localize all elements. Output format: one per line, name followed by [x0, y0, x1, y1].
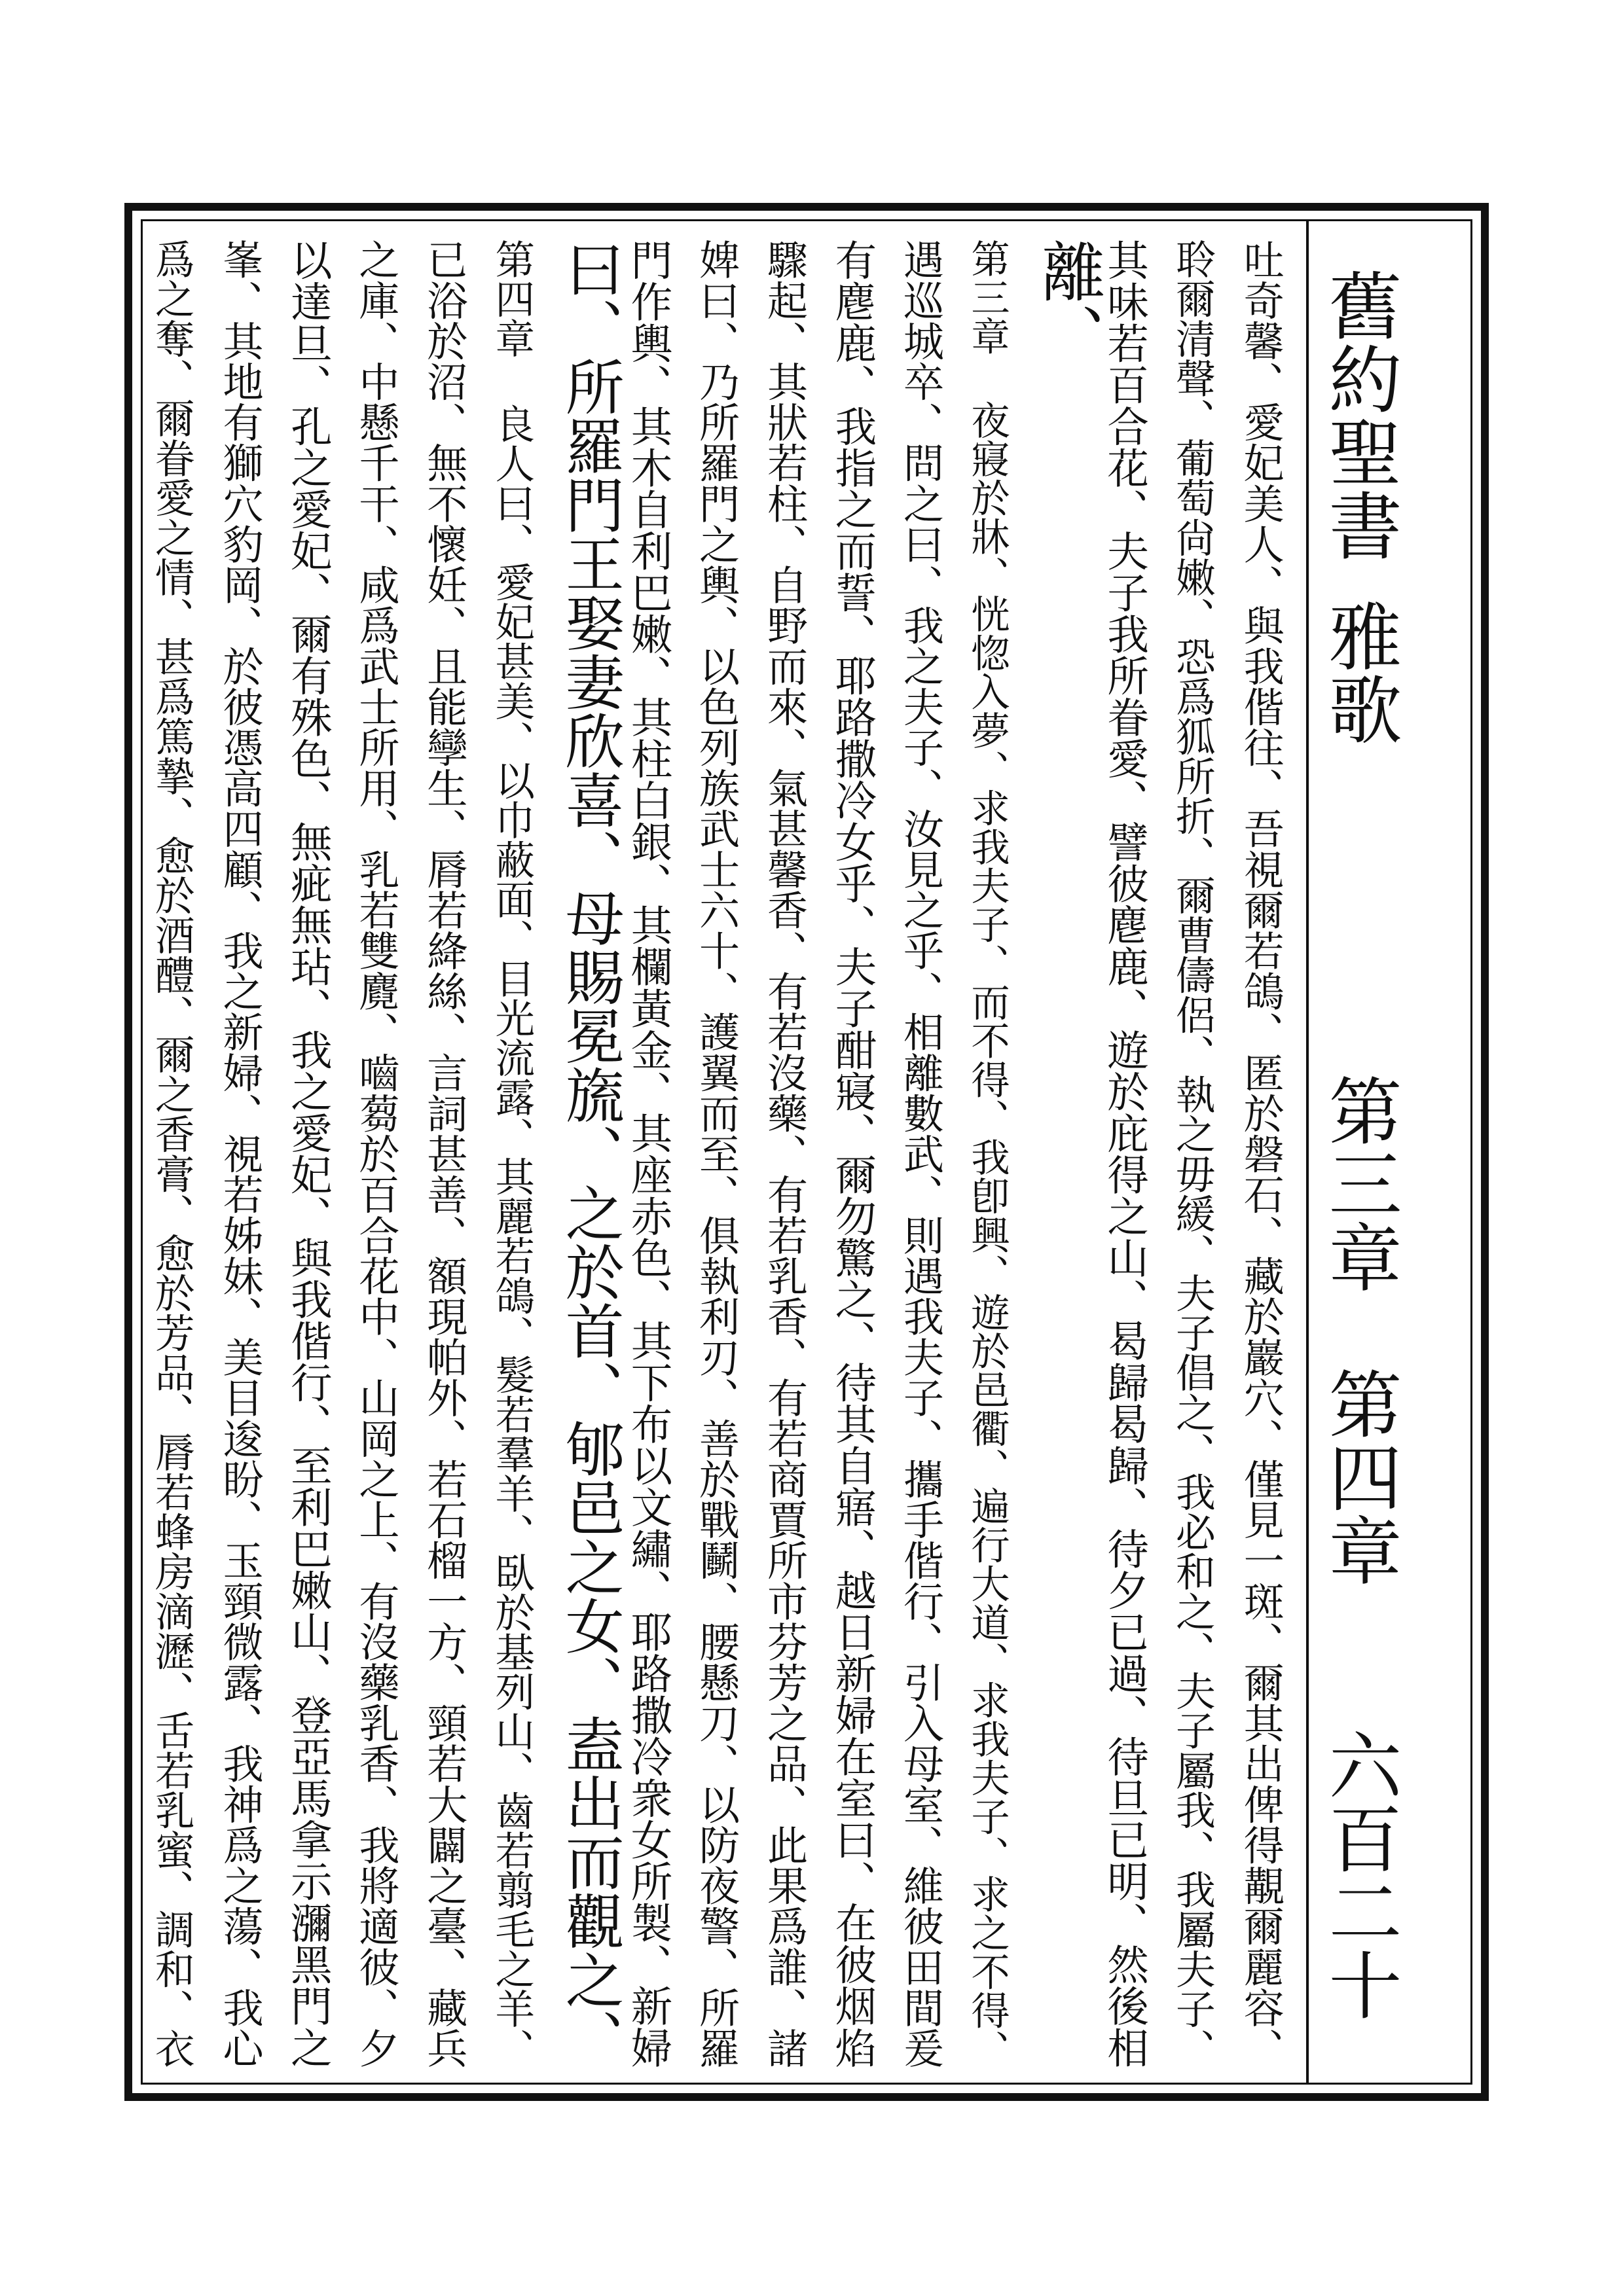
text-column-16: 峯、其地有獅穴豹岡、於彼憑高四顧、我之新婦、視若姊妹、美目逡盼、玉頸微露、我神爲之蕩、我心 [216, 239, 264, 2068]
text-column-2: 聆爾清聲、葡萄尙嫩、恐爲狐所折、爾曹儔侶、執之毋緩、夫子倡之、我必和之、夫子屬我、我屬夫子、 [1169, 239, 1215, 2068]
text-column-12: 第四章 良人曰、愛妃甚美、以巾蔽面、目光流露、其麗若鴿、髮若羣羊、臥於基列山、齒若翦毛之羊、 [488, 239, 535, 2068]
text-column-13: 已浴於沼、無不懷妊、且能孿生、脣若絳絲、言詞甚善、額現帕外、若石榴一方、頸若大闢之臺、藏兵 [420, 239, 468, 2068]
text-column-3: 其味若百合花、夫子我所眷愛、譬彼麀鹿、遊於庇得之山、曷歸曷歸、待夕已過、待旦已明、然後相 [1101, 239, 1150, 2068]
text-column-7: 有麀鹿、我指之而誓、耶路撒冷女乎、夫子酣寢、爾勿驚之、待其自寤、越日新婦在室曰、在彼烟焰 [828, 239, 877, 2068]
text-column-5: 第三章 夜寢於牀、恍惚入夢、求我夫子、而不得、我卽興、遊於邑衢、遍行大道、求我夫子、求之不得、 [964, 239, 1010, 2068]
header-divider-line [1306, 221, 1309, 2083]
text-column-14: 之庫、中懸千干、咸爲武士所用、乳若雙麑、嚙蒭於百合花中、山岡之上、有沒藥乳香、我將適彼、夕 [352, 239, 400, 2068]
text-column-15: 以達旦、孔之愛妃、爾有殊色、無疵無玷、我之愛妃、與我偕行、至利巴嫩山、登亞馬拿示瀰黑門之 [284, 239, 333, 2068]
text-column-8: 驟起、其狀若柱、自野而來、氣甚馨香、有若沒藥、有若乳香、有若商賈所市芬芳之品、此果爲誰、諸 [760, 239, 809, 2068]
text-column-10: 門作輿、其木自利巴嫩、其柱白銀、其欄黃金、其座赤色、其下布以文繡、耶路撒冷衆女所製、新婦 [625, 239, 674, 2068]
book-title: 舊約聖書 [1317, 268, 1402, 562]
text-column-11: 曰、所羅門王娶妻欣喜、母賜冕旒、之於首、郇邑之女、盍出而觀之、 [555, 239, 624, 2068]
text-column-1: 吐奇馨、愛妃美人、與我偕往、吾視爾若鴿、匿於磐石、藏於巖穴、僅見一斑、爾其出俾得覯爾麗容、 [1237, 239, 1285, 2068]
section-title: 雅歌 [1317, 599, 1402, 745]
text-column-4: 離、 [1030, 239, 1106, 367]
text-column-17: 爲之奪、爾眷愛之情、甚爲篤摯、愈於酒醴、爾之香膏、愈於芳品、脣若蜂房滴瀝、舌若乳蜜、調和、衣 [148, 239, 194, 2068]
chapter-range: 第三章 第四章 [1317, 1073, 1402, 1587]
page-number: 六百二十 [1317, 1728, 1402, 2021]
text-column-9: 婢曰、乃所羅門之輿、以色列族武士六十、護翼而至、俱執利刃、善於戰鬭、腰懸刀、以防夜警、所羅 [692, 239, 740, 2068]
text-column-6: 遇巡城卒、問之曰、我之夫子、汝見之乎、相離數武、則遇我夫子、攜手偕行、引入母室、維彼田間爰 [896, 239, 945, 2068]
